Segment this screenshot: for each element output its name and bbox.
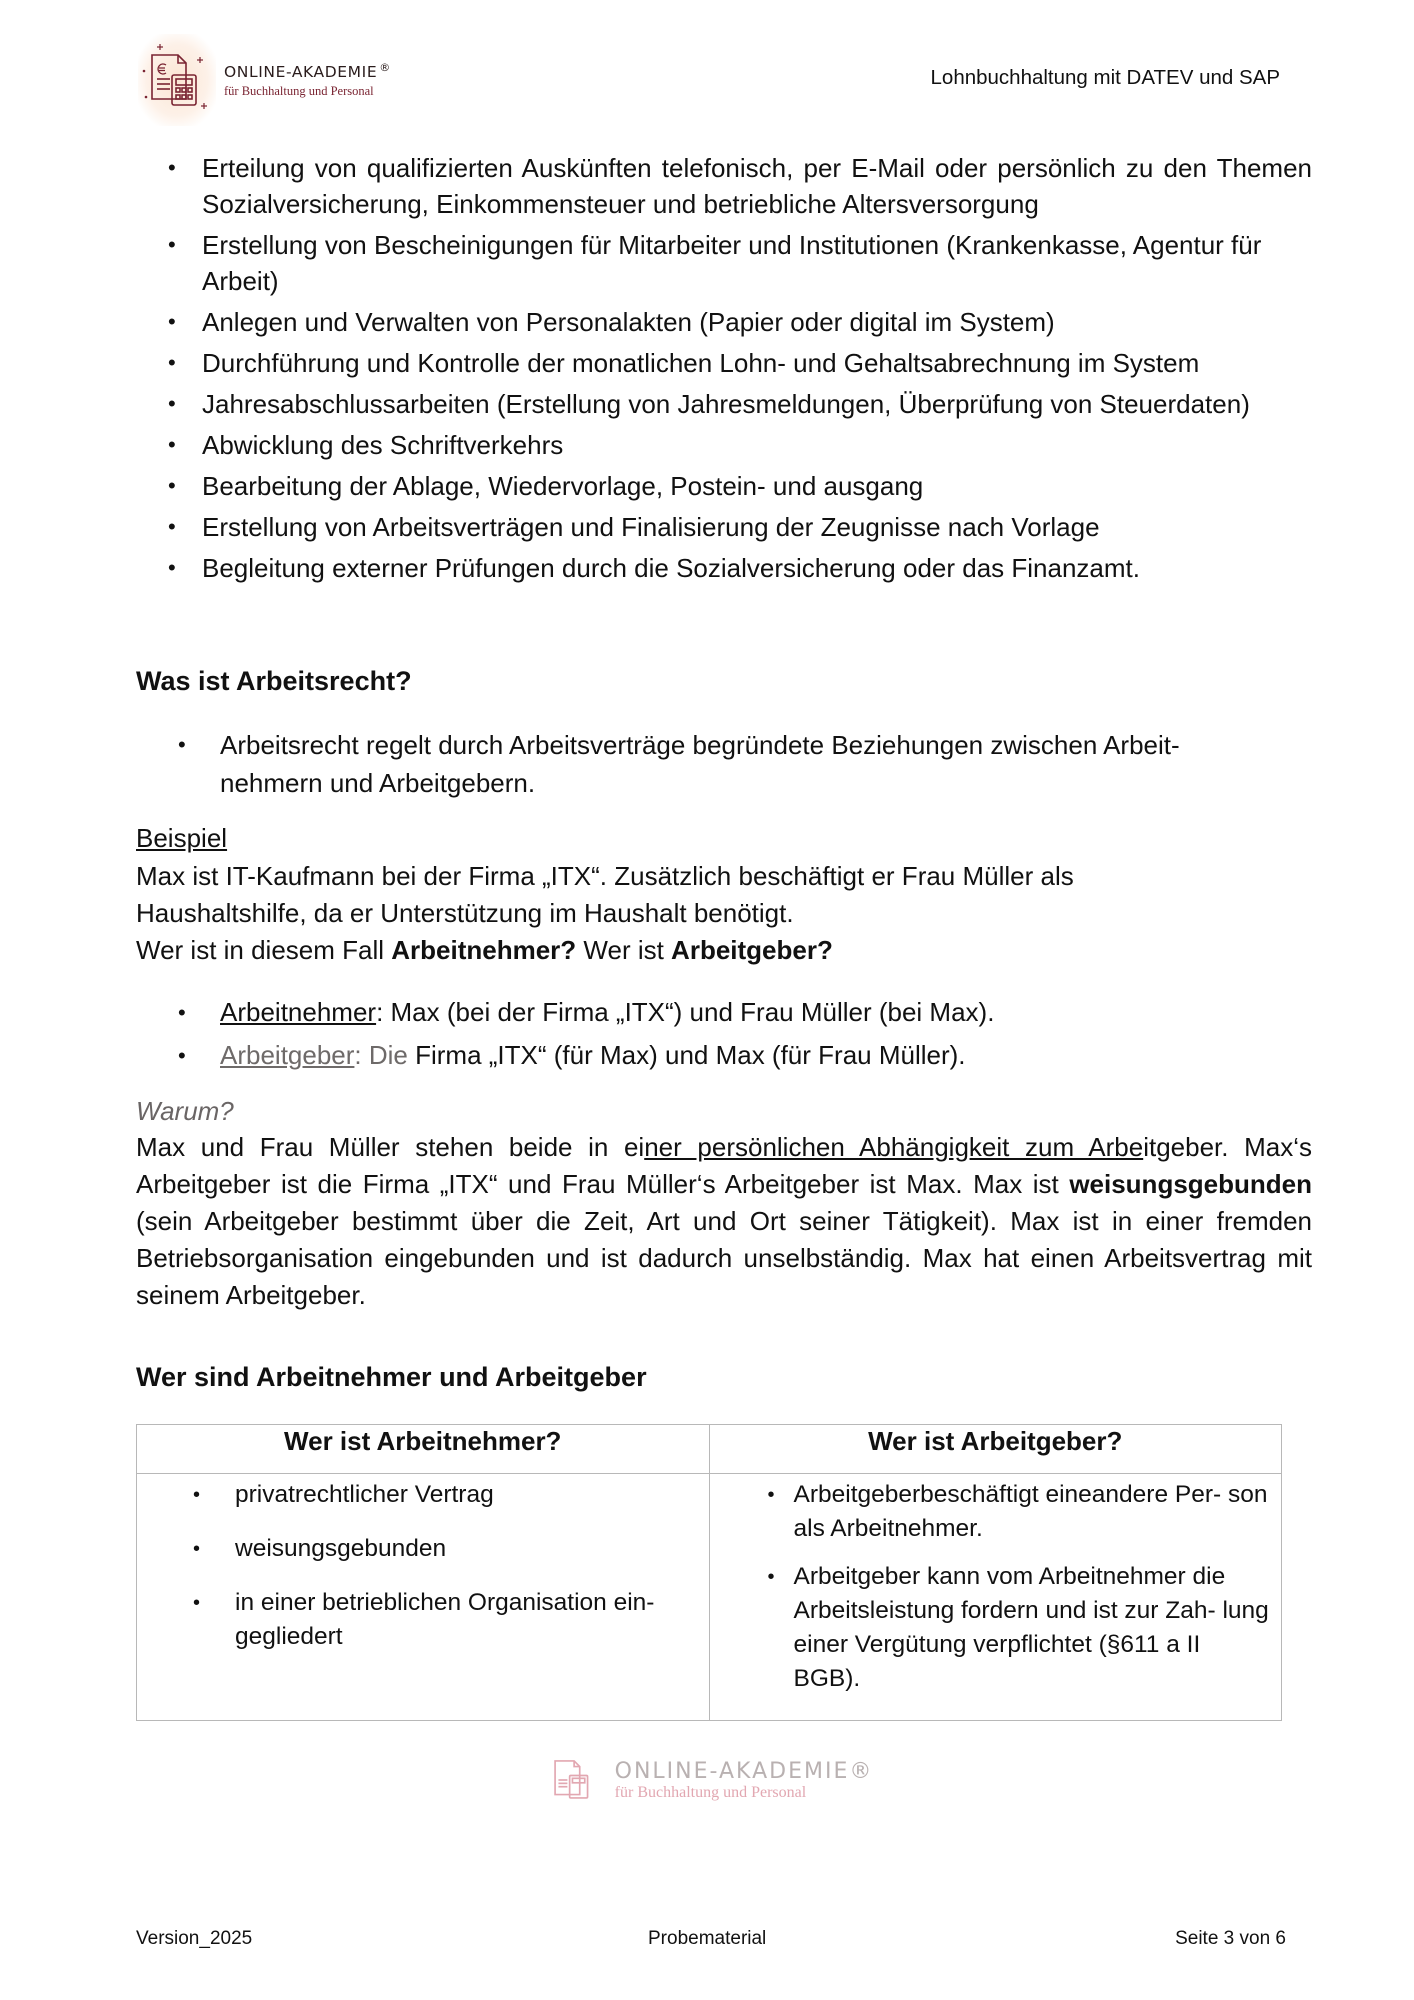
logo-title: ONLINE-AKADEMIE ®	[224, 60, 391, 82]
bullet-icon: •	[168, 350, 176, 375]
arbeitgeber-criterion	[710, 1560, 1282, 1696]
bullet-icon: •	[168, 555, 176, 580]
duty-item	[168, 150, 1312, 222]
table-cell-arbeitnehmer	[137, 1474, 710, 1721]
bullet-icon: •	[168, 432, 176, 457]
bullet-icon: •	[178, 1043, 186, 1068]
logo-subtitle: für Buchhaltung und Personal	[224, 84, 374, 99]
duty-item-text: Erstellung von Arbeitsverträgen und Finalisierung der Zeugnisse nach Vorlage	[202, 512, 1100, 542]
arbeitnehmer-criterion	[137, 1478, 709, 1512]
watermark-subtitle: für Buchhaltung und Personal	[614, 1783, 807, 1801]
duty-item-text: Erstellung von Bescheinigungen für Mitarbeiter und Institutionen (Krankenkasse, Agentur für Arbeit)	[202, 230, 1262, 296]
answer-arbeitnehmer	[178, 991, 1278, 1034]
arbeitgeber-criterion-text: Arbeitgeberbeschäftigt eineandere Per- son als Arbeitnehmer.	[793, 1481, 1268, 1542]
bullet-icon: •	[168, 309, 176, 334]
duty-item-text: Anlegen und Verwalten von Personalakten (Papier oder digital im System)	[202, 307, 1055, 337]
bullet-icon: •	[193, 1592, 201, 1614]
answer-label: Arbeitnehmer	[220, 997, 377, 1027]
comparison-table	[136, 1424, 1282, 1721]
duty-item	[168, 509, 1312, 545]
bullet-icon: •	[767, 1566, 775, 1588]
why-label: Warum?	[136, 1096, 234, 1126]
duty-item	[168, 427, 1312, 463]
table-cell-arbeitgeber	[709, 1474, 1282, 1721]
example-question: Wer ist in diesem Fall Arbeitnehmer? Wer ist Arbeitgeber?	[136, 935, 833, 965]
bullet-icon: •	[168, 391, 176, 416]
duty-item	[168, 304, 1312, 340]
footer-version: Version_2025	[136, 1928, 253, 1949]
watermark-title: ONLINE-AKADEMIE®	[614, 1758, 874, 1784]
duty-item-text: Erteilung von qualifizierten Auskünften telefonisch, per E-Mail oder persönlich zu den Themen Sozialversicherung, Einkommensteuer und betriebliche Altersversorgung	[202, 153, 1312, 219]
answer-arbeitgeber	[178, 1034, 1278, 1077]
duty-item-text: Abwicklung des Schriftverkehrs	[202, 430, 564, 460]
page-footer	[136, 1928, 1286, 1954]
arbeitnehmer-criterion-text: weisungsgebunden	[235, 1535, 447, 1562]
footer-label: Probematerial	[648, 1928, 767, 1949]
duty-item-text: Jahresabschlussarbeiten (Erstellung von Jahresmeldungen, Überprüfung von Steuerdaten)	[202, 389, 1250, 419]
table-header-arbeitnehmer: Wer ist Arbeitnehmer?	[137, 1425, 710, 1474]
duty-item	[168, 550, 1312, 586]
duty-item-text: Begleitung externer Prüfungen durch die Sozialversicherung oder das Finanzamt.	[202, 553, 1140, 583]
bullet-icon: •	[193, 1484, 201, 1506]
watermark-text	[615, 1759, 874, 1802]
duty-item	[168, 386, 1312, 422]
logo	[138, 34, 438, 126]
duty-item	[168, 468, 1312, 504]
bullet-icon: •	[178, 732, 186, 757]
arbeitgeber-criterion	[710, 1478, 1282, 1546]
main-content	[136, 150, 1312, 1825]
duty-item	[168, 227, 1312, 299]
bullet-icon: •	[178, 1000, 186, 1025]
watermark	[136, 1735, 1282, 1825]
course-title: Lohnbuchhaltung mit DATEV und SAP	[930, 66, 1280, 89]
example-label: Beispiel	[136, 823, 228, 853]
footer-page-number: Seite 3 von 6	[1175, 1928, 1286, 1949]
duty-item-text: Durchführung und Kontrolle der monatlichen Lohn- und Gehaltsabrechnung im System	[202, 348, 1200, 378]
duty-item	[168, 345, 1312, 381]
bullet-icon: •	[168, 514, 176, 539]
arbeitnehmer-criterion-text: in einer betrieblichen Organisation ein- gegliedert	[235, 1589, 655, 1650]
heading-wer-sind: Wer sind Arbeitnehmer und Arbeitgeber	[136, 1362, 647, 1392]
why-text: Max und Frau Müller stehen beide in einer persönlichen Abhängigkeit zum Arbeitgeber. Max‘s Arbeitgeber ist die Firma „ITX“ und Frau Müller‘s Arbeitgeber ist Max. Max ist weisungsgebunden (sein Arbeitgeber bestimmt über die Zeit, Art und Ort seiner Tätigkeit). Max ist in einer fremden Betriebsorganisation eingebunden und ist dadurch unselbständig. Max hat einen Arbeitsvertrag mit seinem Arbeitgeber.	[136, 1132, 1313, 1310]
answer-label: Arbeitgeber	[220, 1040, 355, 1070]
invoice-calculator-icon	[138, 41, 216, 119]
duties-list	[136, 150, 1312, 586]
duty-item-text: Bearbeitung der Ablage, Wiedervorlage, Postein- und ausgang	[202, 471, 924, 501]
bullet-icon: •	[168, 155, 176, 180]
answer-text: : Max (bei der Firma „ITX“) und Frau Müller (bei Max).	[376, 997, 995, 1027]
bullet-icon: •	[168, 473, 176, 498]
definition-item	[178, 726, 1258, 802]
table-header-arbeitgeber: Wer ist Arbeitgeber?	[709, 1425, 1282, 1474]
example-scenario: Max ist IT-Kaufmann bei der Firma „ITX“. Zusätzlich beschäftigt er Frau Müller als Haushaltshilfe, da er Unterstützung im Haushalt benötigt.	[136, 861, 1074, 928]
definition-text: Arbeitsrecht regelt durch Arbeitsverträge begründete Beziehungen zwischen Arbeit- nehmern und Arbeitgebern.	[220, 730, 1180, 798]
arbeitnehmer-criteria	[137, 1474, 709, 1654]
arbeitnehmer-criterion	[137, 1586, 709, 1654]
example-text	[136, 858, 1136, 969]
watermark-calculator-icon	[545, 1752, 601, 1808]
bullet-icon: •	[168, 232, 176, 257]
bullet-icon: •	[767, 1484, 775, 1506]
answers-list	[178, 991, 1278, 1077]
heading-arbeitsrecht: Was ist Arbeitsrecht?	[136, 666, 412, 696]
arbeitgeber-criterion-text: Arbeitgeber kann vom Arbeitnehmer die Arbeitsleistung fordern und ist zur Zah- lung einer Vergütung verpflichtet (§611 a II BGB).	[793, 1563, 1269, 1692]
arbeitnehmer-criterion-text: privatrechtlicher Vertrag	[235, 1481, 494, 1508]
bullet-icon: •	[193, 1538, 201, 1560]
arbeitnehmer-criterion	[137, 1532, 709, 1566]
arbeitgeber-criteria	[710, 1474, 1282, 1696]
answer-text-muted: : Die	[354, 1040, 408, 1070]
answer-text: Firma „ITX“ (für Max) und Max (für Frau Müller).	[407, 1040, 966, 1070]
